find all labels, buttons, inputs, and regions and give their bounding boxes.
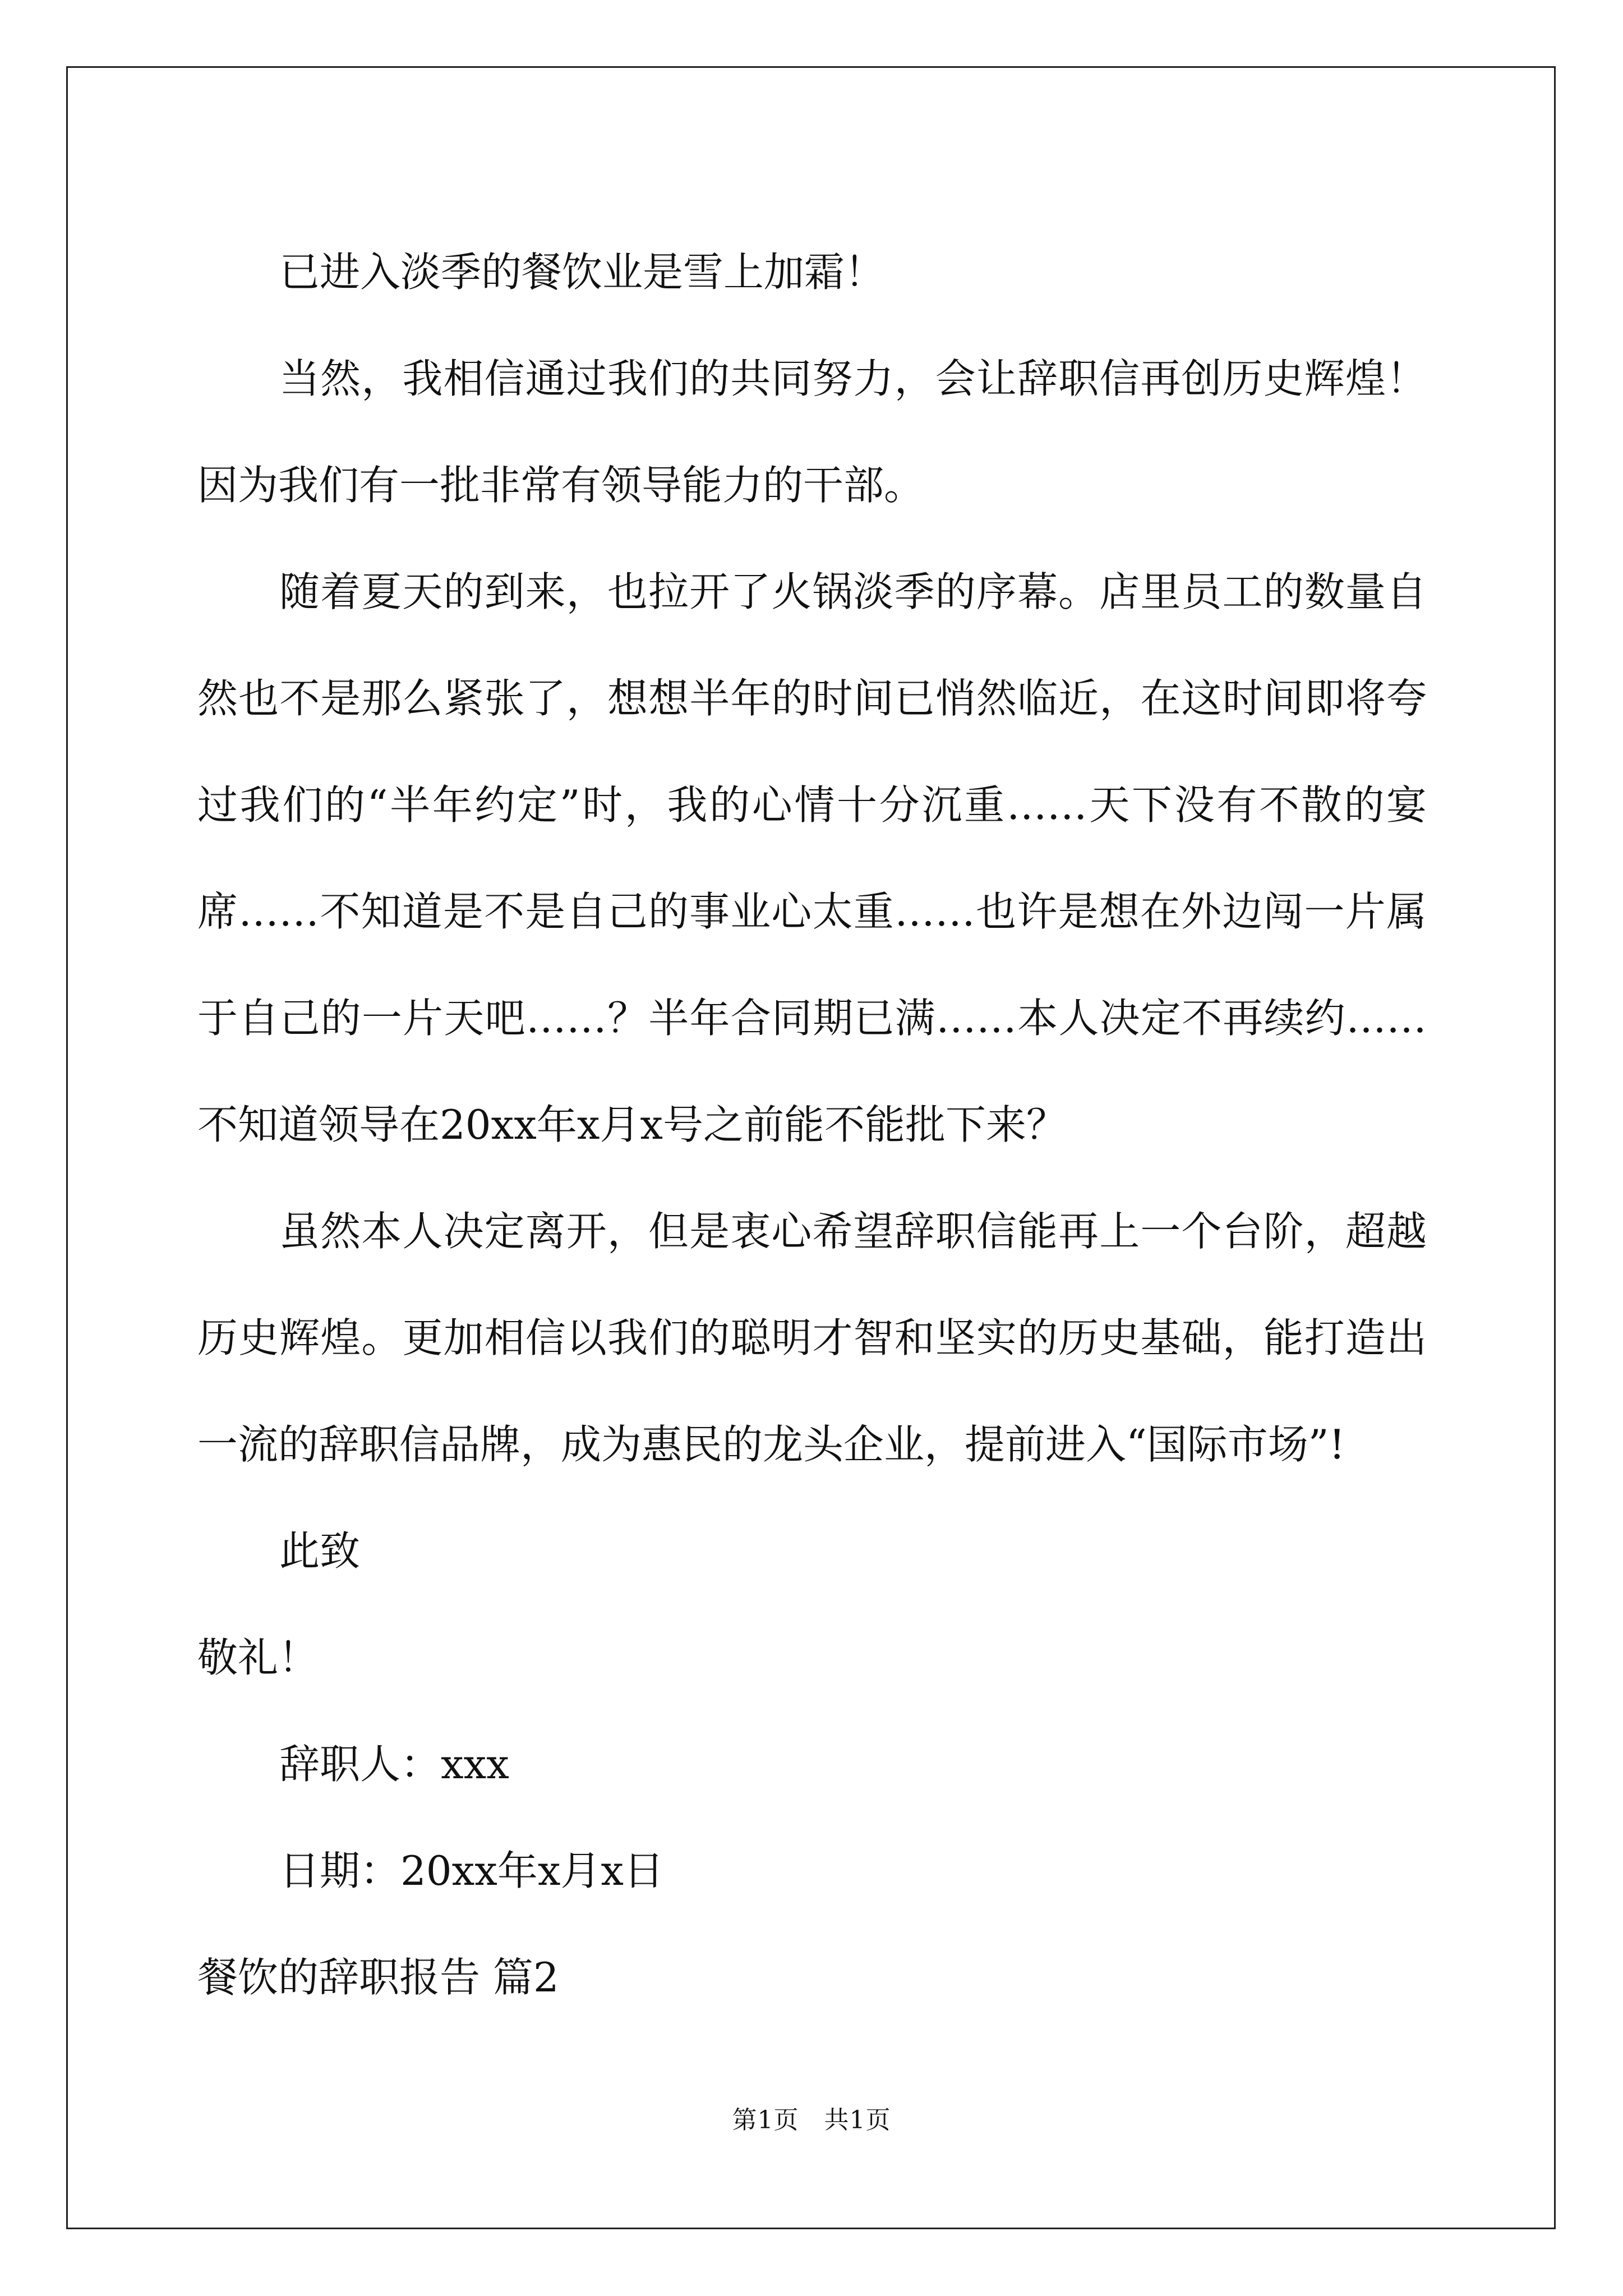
closing-salutation: 此致: [279, 1527, 361, 1575]
page-footer: [0, 2104, 1623, 2137]
section-heading: 餐饮的辞职报告 篇2: [197, 1954, 559, 2001]
page-number: 第1页: [732, 2106, 799, 2134]
paragraph-hope: 虽然本人决定离开，但是衷心希望辞职信能再上一个台阶，超越历史辉煌。更加相信以我们的聪明才智和坚实的历史基础，能打造出一流的辞职信品牌，成为惠民的龙头企业，提前进入“国际市场”!: [197, 1208, 1427, 1468]
page-total: 共1页: [824, 2106, 891, 2134]
paragraph-summer: 随着夏天的到来，也拉开了火锅淡季的序幕。店里员工的数量自然也不是那么紧张了，想想半年的时间已悄然临近，在这时间即将夸过我们的“半年约定”时，我的心情十分沉重……天下没有不散的宴席……不知道是不是自己的事业心太重……也许是想在外边闯一片属于自己的一片天吧……？半年合同期已满……本人决定不再续约……不知道领导在20xx年x月x号之前能不能批下来？: [197, 568, 1427, 1148]
closing-regards: 敬礼！: [197, 1634, 319, 1681]
signature-line: 辞职人：xxx: [279, 1741, 509, 1788]
paragraph-intro: 已进入淡季的餐饮业是雪上加霜！: [279, 249, 886, 296]
date-line: 日期：20xx年x月x日: [279, 1847, 665, 1894]
paragraph-belief: 当然，我相信通过我们的共同努力，会让辞职信再创历史辉煌！因为我们有一批非常有领导能力的干部。: [197, 355, 1427, 509]
document-body: [197, 219, 1427, 2031]
